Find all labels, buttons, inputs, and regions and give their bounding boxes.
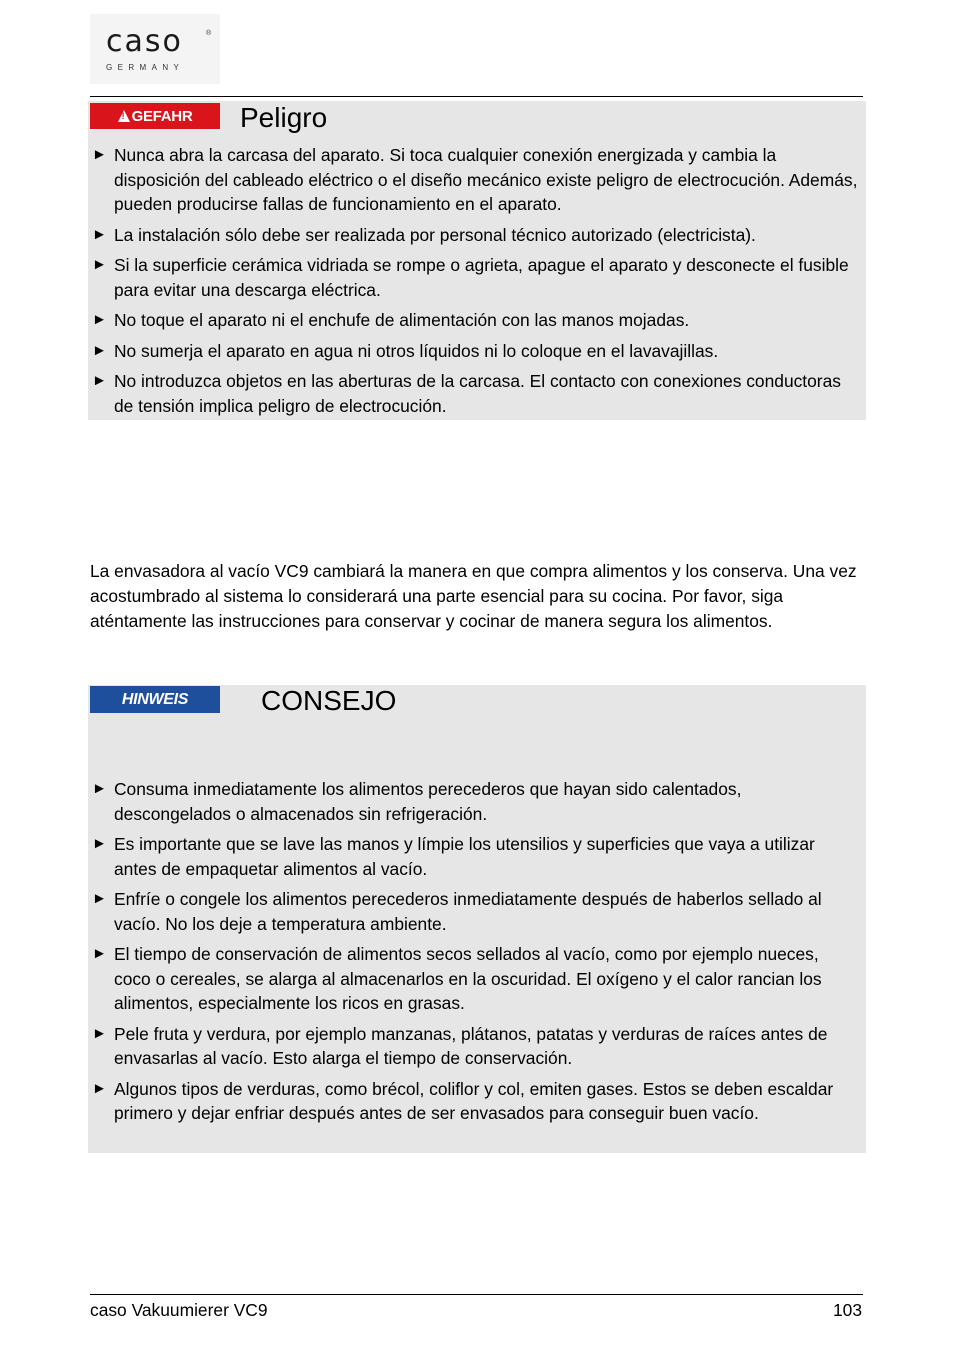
bullet-arrow-icon: ► [92,256,107,273]
list-item [92,1022,858,1071]
footer-page-number: 103 [832,1300,862,1320]
warning-triangle-icon [118,110,130,122]
footer-document-title: caso Vakuumierer VC9 [90,1300,268,1320]
list-item-text: Nunca abra la carcasa del aparato. Si toca cualquier conexión energizada y cambia la disposición del cableado eléctrico o el diseño mecánico existe peligro de electrocución. Además, pueden producirse fallas de funcionamiento en el aparato. [114,145,858,214]
list-item [92,369,858,418]
bullet-arrow-icon: ► [92,945,107,962]
note-list [92,777,858,1132]
list-item [92,143,858,217]
intro-paragraph: La envasadora al vacío VC9 cambiará la manera en que compra alimentos y los conserva. Una vez acostumbrado al sistema lo considerará una parte esencial para su cocina. Por favor, siga aténtamente las instrucciones para conservar y cocinar de manera segura los alimentos. [90,561,857,631]
bullet-arrow-icon: ► [92,341,107,359]
danger-box [88,101,866,420]
list-item-text: Si la superficie cerámica vidriada se rompe o agrieta, apague el aparato y desconecte el fusible para evitar una descarga eléctrica. [114,255,849,300]
bullet-arrow-icon: ► [92,780,107,797]
note-badge [90,686,220,713]
list-item-text: Pele fruta y verdura, por ejemplo manzanas, plátanos, patatas y verduras de raíces antes de envasarlas al vacío. Esto alarga el tiempo de conservación. [114,1023,828,1068]
list-item-text: No introduzca objetos en las aberturas de la carcasa. El contacto con conexiones conductoras de tensión implica peligro de electrocución. [114,371,841,416]
list-item [92,223,858,248]
list-item-text: La instalación sólo debe ser realizada por personal técnico autorizado (electricista). [114,224,756,245]
list-item [92,942,858,1016]
bullet-arrow-icon: ► [92,1024,107,1042]
danger-title: Peligro [240,102,328,133]
note-badge-label: HINWEIS [121,690,189,708]
danger-badge-label: GEFAHR [131,107,193,125]
logo-subtitle: GERMANY [106,63,185,72]
list-item [92,308,858,333]
list-item-text: No sumerja el aparato en agua ni otros líquidos ni lo coloque en el lavavajillas. [114,340,719,361]
list-item [92,832,858,881]
brand-logo [90,14,220,84]
bullet-arrow-icon: ► [92,311,107,328]
note-title: CONSEJO [261,685,397,716]
list-item-text: Algunos tipos de verduras, como brécol, coliflor y col, emiten gases. Estos se deben escaldar primero y dejar enfriar después antes de ser envasados para conseguir buen vacío. [114,1078,834,1123]
bullet-arrow-icon: ► [92,225,107,243]
note-box [88,685,866,1153]
header-rule [90,96,863,97]
list-item [92,339,858,364]
bullet-arrow-icon: ► [92,146,107,163]
footer-rule [90,1294,863,1295]
list-item-text: Es importante que se lave las manos y límpie los utensilios y superficies que vaya a utilizar antes de empaquetar alimentos al vacío. [114,834,815,879]
list-item [92,777,858,826]
bullet-arrow-icon: ► [92,1079,107,1097]
list-item [92,1077,858,1126]
list-item [92,253,858,302]
bullet-arrow-icon: ► [92,372,107,389]
list-item-text: El tiempo de conservación de alimentos secos sellados al vacío, como por ejemplo nueces, coco o cereales, se alarga al almacenarlos en la oscuridad. El oxígeno y el calor rancian los alimentos, especialmente los ricos en grasas. [114,944,822,1013]
danger-list [92,143,858,424]
list-item-text: Consuma inmediatamente los alimentos perecederos que hayan sido calentados, descongelados o almacenados sin refrigeración. [114,779,742,824]
list-item [92,887,858,936]
list-item-text: Enfríe o congele los alimentos perecederos inmediatamente después de haberlos sellado al vacío. No los deje a temperatura ambiente. [114,889,822,934]
logo-registered-mark: ® [206,30,212,37]
bullet-arrow-icon: ► [92,835,107,852]
danger-badge [90,103,220,129]
logo-wordmark: caso [106,24,183,59]
list-item-text: No toque el aparato ni el enchufe de alimentación con las manos mojadas. [114,310,690,330]
bullet-arrow-icon: ► [92,890,107,907]
